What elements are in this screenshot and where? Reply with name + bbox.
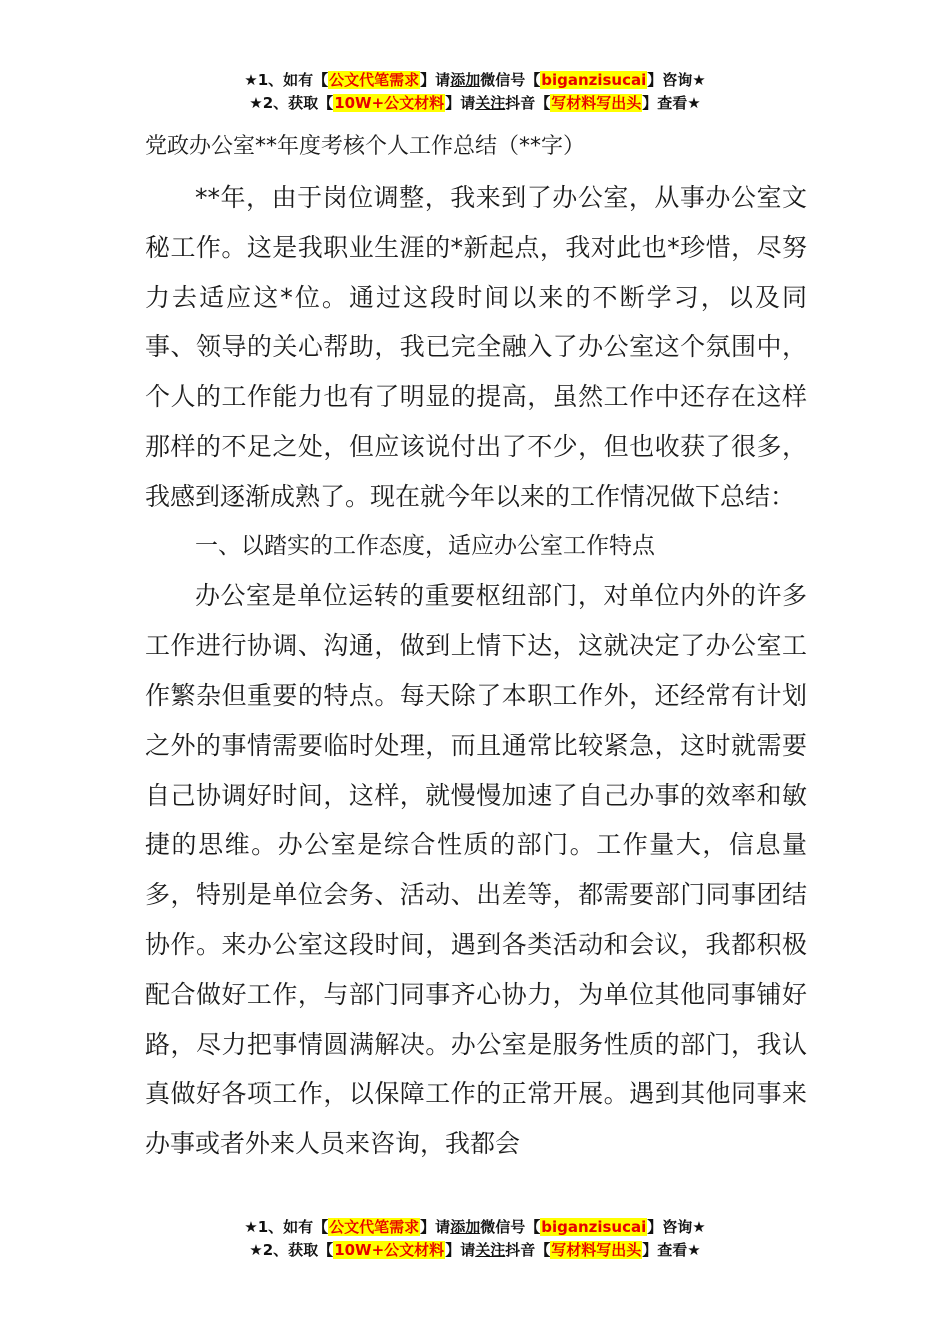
banner-underline: 添加 [450,1218,481,1236]
banner-text: 】请 [445,1241,476,1259]
banner-text: 】请 [420,1218,451,1236]
banner-underline: 关注 [475,94,506,112]
banner-text: 】查看★ [642,94,701,112]
document-title: 党政办公室**年度考核个人工作总结（**字） [145,134,586,159]
footer-banner [0,1216,950,1262]
banner-text: 抖音【 [505,94,551,112]
banner-text: 】咨询★ [647,1218,706,1236]
banner-text: 】请 [420,71,451,89]
banner-text: 抖音【 [505,1241,551,1259]
banner-text: 微信号【 [480,71,541,89]
banner-highlight: 10W+公文材料 [334,1241,445,1259]
banner-highlight: biganzisucai [541,1218,647,1236]
banner-highlight: 公文代笔需求 [329,71,420,89]
banner-text: 微信号【 [480,1218,541,1236]
banner-text: ★1、如有【 [244,1218,329,1236]
banner-underline: 添加 [450,71,481,89]
paragraph: 办公室是单位运转的重要枢纽部门，对单位内外的许多工作进行协调、沟通，做到上情下达，这就决定了办公室工作繁杂但重要的特点。每天除了本职工作外，还经常有计划之外的事情需要临时处理，而且通常比较紧急，这时就需要自己协调好时间，这样，就慢慢加速了自己办事的效率和敏捷的思维。办公室是综合性质的部门。工作量大，信息量多，特别是单位会务、活动、出差等，都需要部门同事团结协作。来办公室这段时间，遇到各类活动和会议，我都积极配合做好工作，与部门同事齐心协力，为单位其他同事铺好路，尽力把事情圆满解决。办公室是服务性质的部门，我认真做好各项工作，以保障工作的正常开展。遇到其他同事来办事或者外来人员来咨询，我都会 [145,581,807,1159]
banner-text: ★2、获取【 [249,94,334,112]
banner-highlight: 写材料写出头 [551,1241,642,1259]
banner-text: 】咨询★ [647,71,706,89]
banner-text: ★2、获取【 [249,1241,334,1259]
banner-line-2 [0,1239,950,1262]
banner-highlight: 公文代笔需求 [329,1218,420,1236]
header-banner [0,69,950,115]
banner-highlight: 写材料写出头 [551,94,642,112]
banner-highlight: biganzisucai [541,71,647,89]
banner-text: 】查看★ [642,1241,701,1259]
banner-text: ★1、如有【 [244,71,329,89]
banner-line-1 [0,1216,950,1239]
banner-line-1 [0,69,950,92]
banner-underline: 关注 [475,1241,506,1259]
banner-highlight: 10W+公文材料 [334,94,445,112]
document-body [145,127,807,1169]
banner-text: 】请 [445,94,476,112]
section-heading: 一、以踏实的工作态度，适应办公室工作特点 [195,532,655,559]
banner-line-2 [0,92,950,115]
paragraph: **年，由于岗位调整，我来到了办公室，从事办公室文秘工作。这是我职业生涯的*新起点，我对此也*珍惜，尽努力去适应这*位。通过这段时间以来的不断学习，以及同事、领导的关心帮助，我已完全融入了办公室这个氛围中，个人的工作能力也有了明显的提高，虽然工作中还存在这样那样的不足之处，但应该说付出了不少，但也收获了很多，我感到逐渐成熟了。现在就今年以来的工作情况做下总结： [145,183,807,511]
